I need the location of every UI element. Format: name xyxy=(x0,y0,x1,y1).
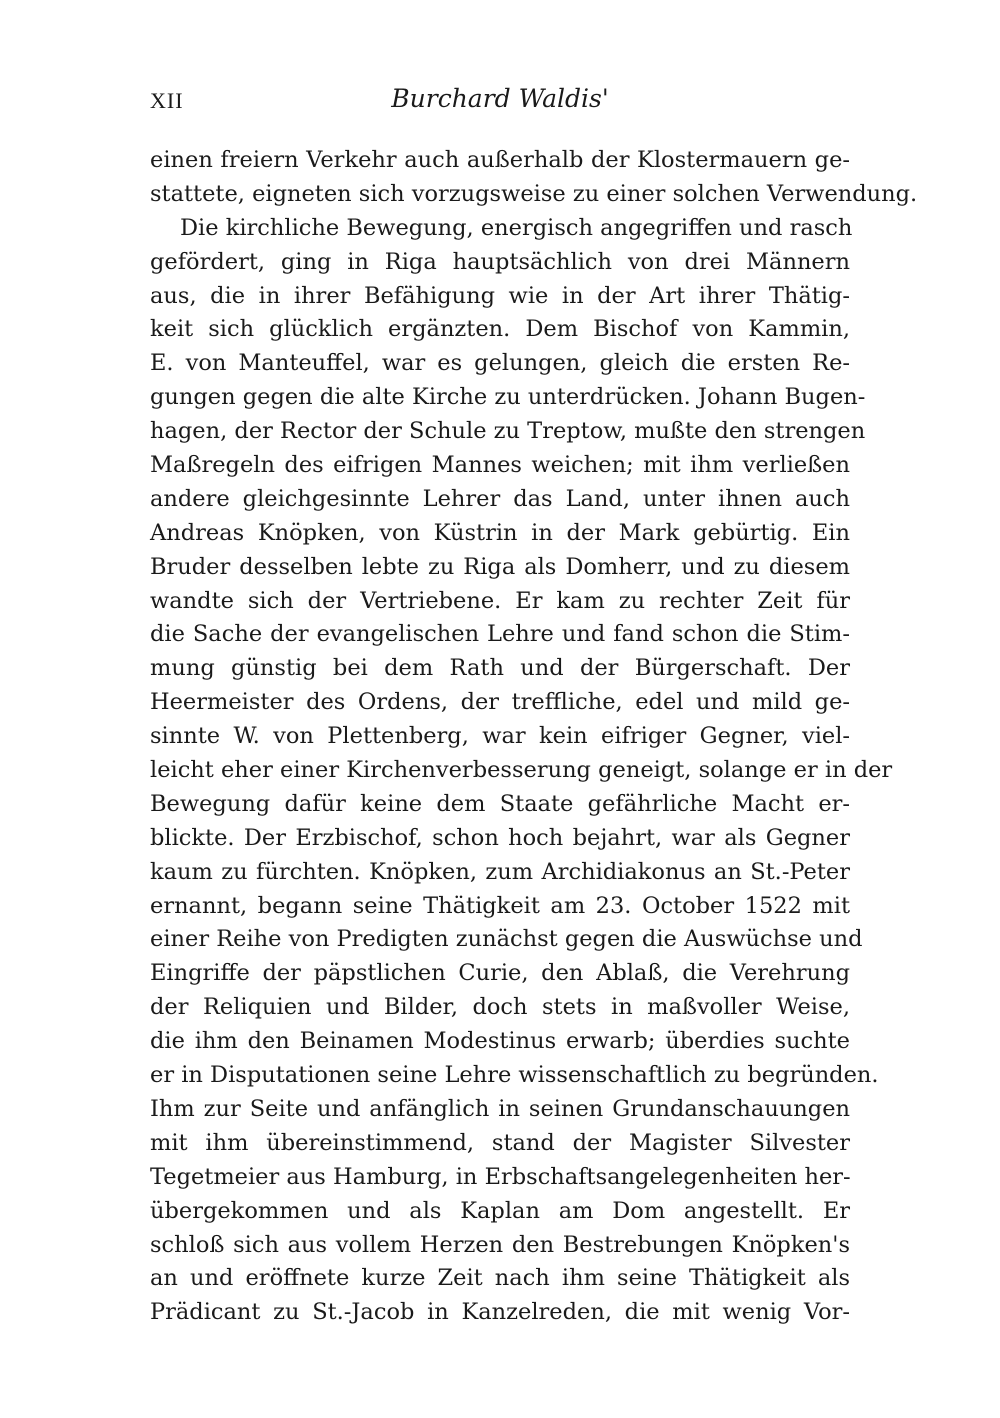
text-line: sinnte W. von Plettenberg, war kein eifriger Gegner, viel- xyxy=(150,723,850,750)
running-title: Burchard Waldis' xyxy=(391,84,609,113)
text-line: aus, die in ihrer Befähigung wie in der Art ihrer Thätig- xyxy=(150,282,850,309)
text-line: mung günstig bei dem Rath und der Bürgerschaft. Der xyxy=(150,655,850,682)
text-line: Andreas Knöpken, von Küstrin in der Mark gebürtig. Ein xyxy=(150,519,850,546)
text-line: mit ihm übereinstimmend, stand der Magister Silvester xyxy=(150,1129,850,1156)
text-line: Maßregeln des eifrigen Mannes weichen; mit ihm verließen xyxy=(150,452,850,479)
text-line: blickte. Der Erzbischof, schon hoch bejahrt, war als Gegner xyxy=(150,824,850,851)
text-line: ernannt, begann seine Thätigkeit am 23. October 1522 mit xyxy=(150,892,850,919)
text-line: Eingriffe der päpstlichen Curie, den Ablaß, die Verehrung xyxy=(150,960,850,987)
text-line: keit sich glücklich ergänzten. Dem Bischof von Kammin, xyxy=(150,316,850,343)
text-line: an und eröffnete kurze Zeit nach ihm seine Thätigkeit als xyxy=(150,1265,850,1292)
text-line: schloß sich aus vollem Herzen den Bestrebungen Knöpken's xyxy=(150,1231,850,1258)
text-line: er in Disputationen seine Lehre wissenschaftlich zu begründen. xyxy=(150,1062,879,1089)
text-line: gungen gegen die alte Kirche zu unterdrücken. Johann Bugen- xyxy=(150,384,866,411)
page-number: XII xyxy=(150,88,184,113)
text-line: Bewegung dafür keine dem Staate gefährliche Macht er- xyxy=(150,790,850,817)
text-line: Tegetmeier aus Hamburg, in Erbschaftsangelegenheiten her- xyxy=(150,1163,851,1190)
text-line: übergekommen und als Kaplan am Dom angestellt. Er xyxy=(150,1197,850,1224)
text-line: der Reliquien und Bilder, doch stets in maßvoller Weise, xyxy=(150,994,850,1021)
text-line: andere gleichgesinnte Lehrer das Land, unter ihnen auch xyxy=(150,485,850,512)
text-line: wandte sich der Vertriebene. Er kam zu rechter Zeit für xyxy=(150,587,850,614)
text-line: hagen, der Rector der Schule zu Treptow, mußte den strengen xyxy=(150,418,866,445)
running-head xyxy=(150,84,850,124)
text-line: Ihm zur Seite und anfänglich in seinen Grundanschauungen xyxy=(150,1095,850,1122)
text-line: kaum zu fürchten. Knöpken, zum Archidiakonus an St.-Peter xyxy=(150,858,850,885)
text-line: Heermeister des Ordens, der treffliche, edel und mild ge- xyxy=(150,689,850,716)
text-line: Prädicant zu St.-Jacob in Kanzelreden, die mit wenig Vor- xyxy=(150,1299,850,1326)
text-line: leicht eher einer Kirchenverbesserung geneigt, solange er in der xyxy=(150,757,893,784)
text-line: die ihm den Beinamen Modestinus erwarb; überdies suchte xyxy=(150,1028,850,1055)
text-line: gefördert, ging in Riga hauptsächlich von drei Männern xyxy=(150,248,850,275)
body-text xyxy=(150,144,918,1330)
text-line: die Sache der evangelischen Lehre und fand schon die Stim- xyxy=(150,621,850,648)
text-line: einer Reihe von Predigten zunächst gegen die Auswüchse und xyxy=(150,926,863,953)
text-line: stattete, eigneten sich vorzugsweise zu einer solchen Verwendung. xyxy=(150,180,918,207)
text-line: E. von Manteuffel, war es gelungen, gleich die ersten Re- xyxy=(150,350,850,377)
text-line: Die kirchliche Bewegung, energisch angegriffen und rasch xyxy=(180,214,853,241)
text-line: Bruder desselben lebte zu Riga als Domherr, und zu diesem xyxy=(150,553,850,580)
text-line: einen freiern Verkehr auch außerhalb der Klostermauern ge- xyxy=(150,147,850,173)
